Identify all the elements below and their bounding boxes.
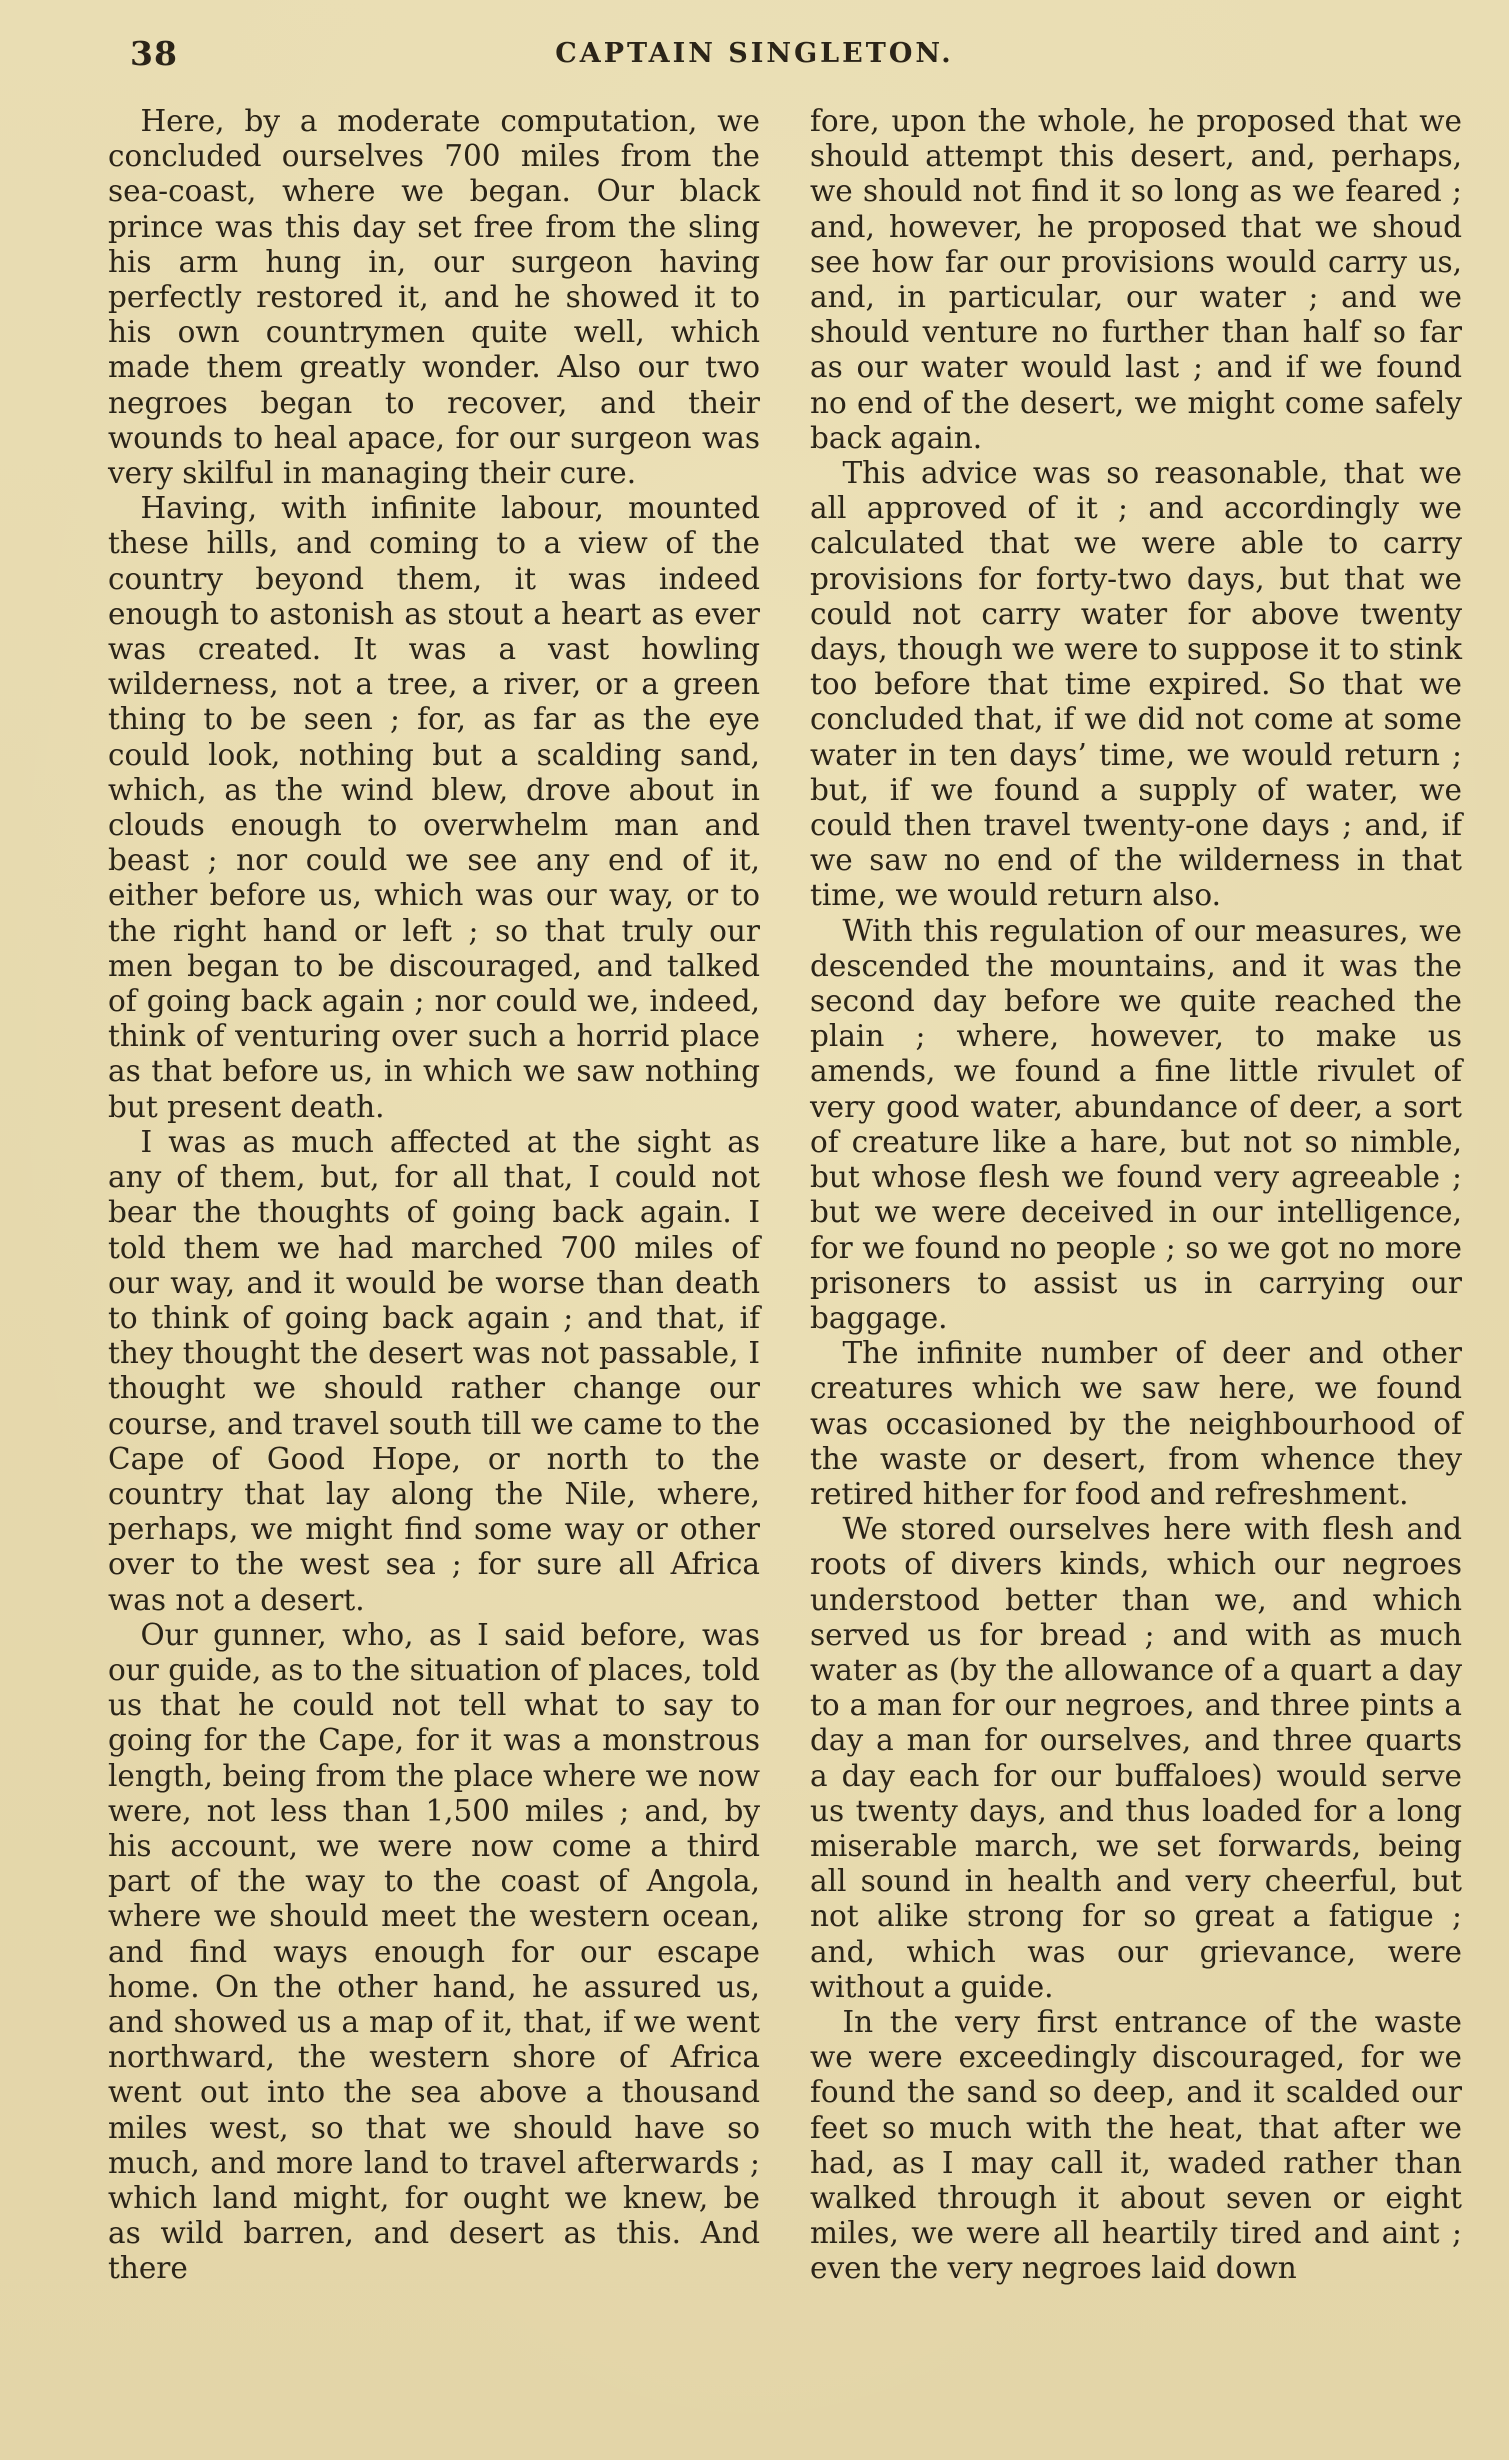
page-number: 38 (130, 34, 178, 73)
right-column (810, 104, 1462, 2287)
page-header (0, 34, 1509, 82)
paragraph: Having, with infinite labour, mounted these hills, and coming to a view of the country beyond them, it was indeed enough to astonish as stout a heart as ever was created. It was a vast howling wilderness, not a tree, a river, or a green thing to be seen ; for, as far as the eye could look, nothing but a scalding sand, which, as the wind blew, drove about in clouds enough to overwhelm man and beast ; nor could we see any end of it, either before us, which was our way, or to the right hand or left ; so that truly our men began to be discouraged, and talked of going back again ; nor could we, indeed, think of venturing over such a horrid place as that before us, in which we saw nothing but present death. (108, 491, 760, 1124)
paragraph: With this regulation of our measures, we descended the mountains, and it was the second day before we quite reached the plain ; where, however, to make us amends, we found a fine little rivulet of very good water, abundance of deer, a sort of creature like a hare, but not so nimble, but whose flesh we found very agreeable ; but we were deceived in our intelligence, for we found no people ; so we got no more prisoners to assist us in carrying our baggage. (810, 913, 1462, 1335)
paragraph-continued: fore, upon the whole, he proposed that we should attempt this desert, and, perhaps, we should not find it so long as we feared ; and, however, he proposed that we shoud see how far our provisions would carry us, and, in particular, our water ; and we should venture no further than half so far as our water would last ; and if we found no end of the desert, we might come safely back again. (810, 104, 1462, 455)
paragraph: We stored ourselves here with flesh and roots of divers kinds, which our negroes understood better than we, and which served us for bread ; and with as much water as (by the allowance of a quart a day to a man for our negroes, and three pints a day a man for ourselves, and three quarts a day each for our buffaloes) would serve us twenty days, and thus loaded for a long miserable march, we set forwards, being all sound in health and very cheerful, but not alike strong for so great a fatigue ; and, which was our grievance, were without a guide. (810, 1512, 1462, 2004)
left-column (108, 104, 760, 2287)
running-head: CAPTAIN SINGLETON. (555, 38, 954, 69)
paragraph: I was as much affected at the sight as any of them, but, for all that, I could not bear the thoughts of going back again. I told them we had marched 700 miles of our way, and it would be worse than death to think of going back again ; and that, if they thought the desert was not passable, I thought we should rather change our course, and travel south till we came to the Cape of Good Hope, or north to the country that lay along the Nile, where, perhaps, we might find some way or other over to the west sea ; for sure all Africa was not a desert. (108, 1124, 760, 1617)
paragraph: This advice was so reasonable, that we all approved of it ; and accordingly we calculated that we were able to carry provisions for forty-two days, but that we could not carry water for above twenty days, though we were to suppose it to stink too before that time expired. So that we concluded that, if we did not come at some water in ten days’ time, we would return ; but, if we found a supply of water, we could then travel twenty-one days ; and, if we saw no end of the wilderness in that time, we would return also. (810, 456, 1462, 913)
paragraph: In the very first entrance of the waste we were exceedingly discouraged, for we found the sand so deep, and it scalded our feet so much with the heat, that after we had, as I may call it, waded rather than walked through it about seven or eight miles, we were all heartily tired and aint ; even the very negroes laid down (810, 2004, 1462, 2286)
paragraph: The infinite number of deer and other creatures which we saw here, we found was occasioned by the neighbourhood of the waste or desert, from whence they retired hither for food and refreshment. (810, 1336, 1462, 1511)
paragraph: Here, by a moderate computation, we concluded ourselves 700 miles from the sea-coast, where we began. Our black prince was this day set free from the sling his arm hung in, our surgeon having perfectly restored it, and he showed it to his own countrymen quite well, which made them greatly wonder. Also our two negroes began to recover, and their wounds to heal apace, for our surgeon was very skilful in managing their cure. (108, 104, 760, 491)
paragraph: Our gunner, who, as I said before, was our guide, as to the situation of places, told us that he could not tell what to say to going for the Cape, for it was a monstrous length, being from the place where we now were, not less than 1,500 miles ; and, by his account, we were now come a third part of the way to the coast of Angola, where we should meet the western ocean, and find ways enough for our escape home. On the other hand, he assured us, and showed us a map of it, that, if we went northward, the western shore of Africa went out into the sea above a thousand miles west, so that we should have so much, and more land to travel afterwards ; which land might, for ought we knew, be as wild barren, and desert as this. And there (108, 1617, 760, 2286)
